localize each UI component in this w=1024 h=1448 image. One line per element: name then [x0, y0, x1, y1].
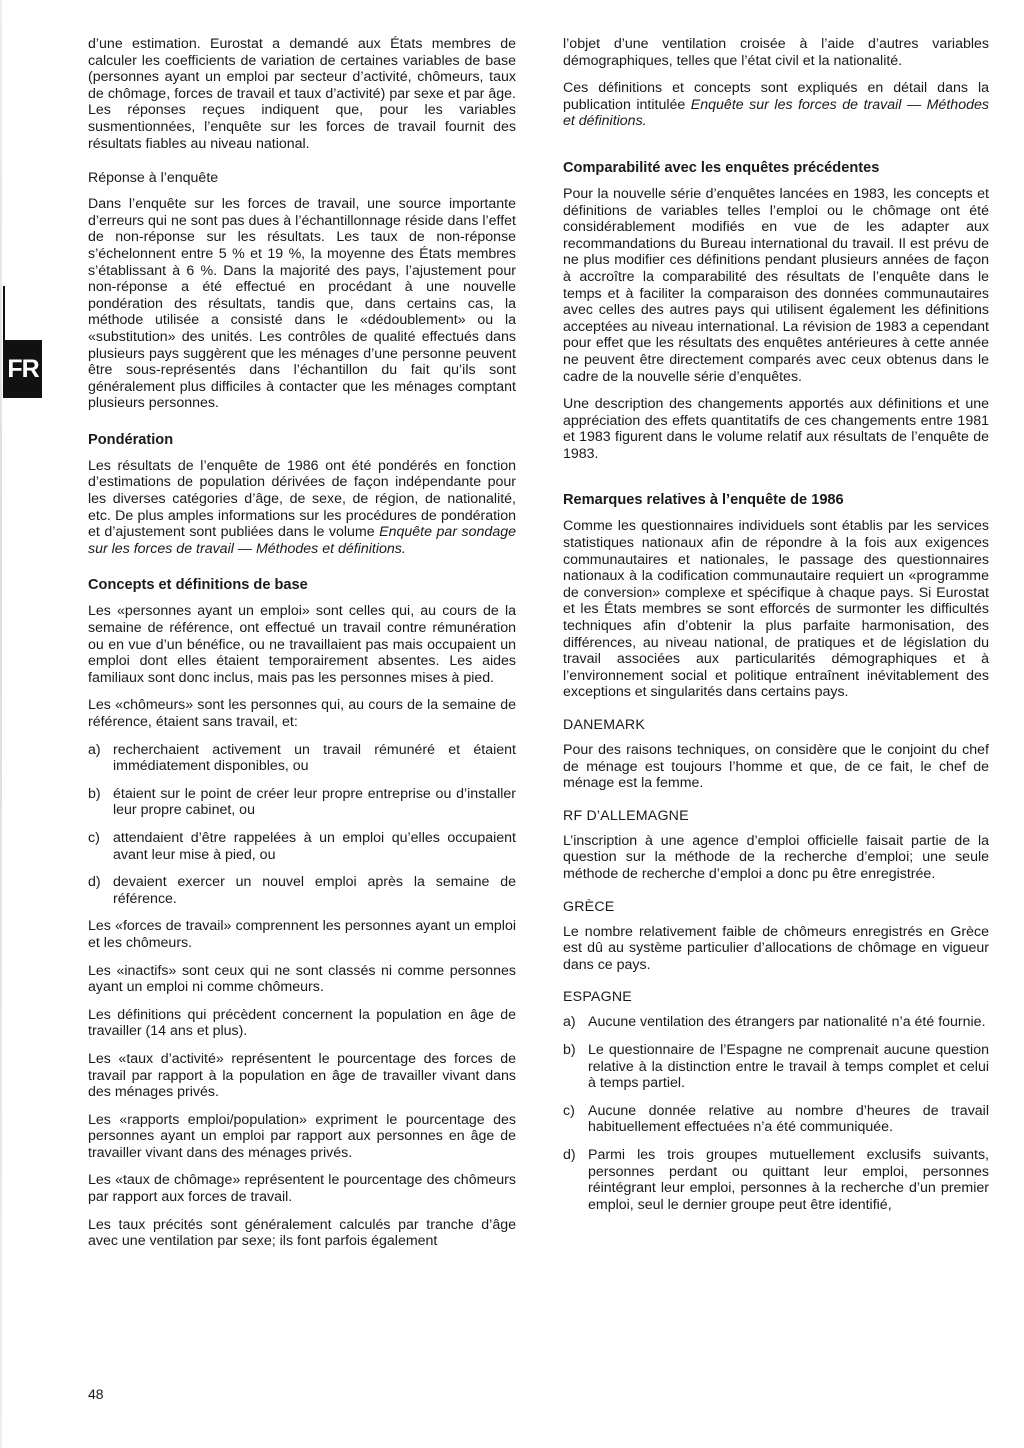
paragraph-forces: Les «forces de travail» comprennent les personnes ayant un emploi et les chômeurs. — [88, 918, 516, 951]
list-item-text: Aucune donnée relative au nombre d’heures de travail habituellement effectuées n’a été communiquée. — [588, 1102, 989, 1136]
list-item-d — [88, 874, 516, 907]
list-item-text: Parmi les trois groupes mutuellement exclusifs suivants, personnes perdant ou quittant leur emploi, personnes réintégrant leur emploi, personnes à la recherche d’un premier emploi, seul le dernier groupe peut être identifié, — [588, 1146, 989, 1213]
paragraph-ces-definitions — [563, 80, 989, 130]
ces-definitions-text: Ces définitions et concepts sont expliqués en détail dans la publication intitulée — [563, 80, 989, 113]
paragraph-rapports: Les «rapports emploi/population» expriment le pourcentage des personnes ayant un emploi par rapport aux personnes en âge de travailler vivant dans des ménages privés. — [88, 1111, 516, 1161]
espagne-item-b — [563, 1042, 989, 1092]
espagne-item-a — [563, 1014, 989, 1031]
ces-definitions-title: Enquête sur les forces de travail — Méthodes et définitions. — [563, 96, 989, 130]
heading-comparabilite: Comparabilité avec les enquêtes précédentes — [563, 159, 880, 176]
list-item-c — [88, 830, 516, 863]
paragraph-taux-precites: Les taux précités sont généralement calculés par tranche d’âge avec une ventilation par sexe; ils font parfois également — [88, 1216, 516, 1250]
list-item-text: devaient exercer un nouvel emploi après la semaine de référence. — [113, 874, 516, 907]
heading-reponse: Réponse à l’enquête — [88, 170, 219, 187]
paragraph-chomeurs: Les «chômeurs» sont les personnes qui, au cours de la semaine de référence, étaient sans travail, et: — [88, 697, 516, 730]
list-item-label: b) — [563, 1041, 576, 1058]
scan-edge — [0, 0, 2, 1448]
page-number: 48 — [88, 1386, 104, 1402]
right-column — [563, 36, 989, 1224]
heading-remarques: Remarques relatives à l’enquête de 1986 — [563, 492, 844, 509]
paragraph-taux-chomage: Les «taux de chômage» représentent le pourcentage des chômeurs par rapport aux forces de travail. — [88, 1172, 516, 1206]
paragraph-ventilation: l’objet d’une ventilation croisée à l’aide d’autres variables démographiques, telles que l’état civil et la nationalité. — [563, 36, 989, 69]
list-item-label: d) — [563, 1146, 576, 1163]
paragraph-grece: Le nombre relativement faible de chômeurs enregistrés en Grèce est dû au système particulier d’allocations de chômage en vigueur dans ce pays. — [563, 923, 989, 973]
list-item-b — [88, 786, 516, 819]
paragraph-remarques: Comme les questionnaires individuels sont établis par les services statistiques nationaux afin de répondre à la fois aux exigences communautaires et nationales, le passage des questionnaires nationaux à la codification communautaire requiert un «programme de conversion» complexe et spécifique à chaque pays. Si Eurostat et les États membres se sont efforcés de surmonter les difficultés techniques afin d’obtenir la plus parfaite harmonisation, des différences, au niveau national, de pratiques et de législation du travail associées aux particularités démographiques et à l’environnement social et politique entraînent inévitablement des exceptions et singularités dans certains pays. — [563, 518, 989, 701]
list-item-label: c) — [88, 829, 100, 846]
paragraph-estimation: d’une estimation. Eurostat a demandé aux États membres de calculer les coefficients de variation de certaines variables de base (personnes ayant un emploi par secteur d’activité, chômeurs, taux de chômage, forces de travail et taux d’activité) par sexe et par âge. Les réponses reçues indiquent que, pour les variables susmentionnées, l’enquête sur les forces de travail fournit des résultats fiables au niveau national. — [88, 36, 516, 152]
list-item-text: Aucune ventilation des étrangers par nationalité n’a été fournie. — [588, 1014, 986, 1031]
espagne-item-d — [563, 1147, 989, 1213]
heading-danemark: DANEMARK — [563, 717, 646, 733]
paragraph-inactifs: Les «inactifs» sont ceux qui ne sont classés ni comme personnes ayant un emploi ni comme chômeurs. — [88, 962, 516, 996]
espagne-item-c — [563, 1103, 989, 1136]
paragraph-taux-activite: Les «taux d’activité» représentent le pourcentage des forces de travail par rapport à la population en âge de travailler vivant dans des ménages privés. — [88, 1050, 516, 1101]
language-tab-fr: FR — [4, 340, 42, 398]
paragraph-emploi: Les «personnes ayant un emploi» sont celles qui, au cours de la semaine de référence, ont effectué un travail contre rémunération ou en vue d’un bénéfice, ou ne travaillaient pas mais occupaient un emploi dont elles étaient temporairement absentes. Les aides familiaux sont donc inclus, mais pas les personnes mises à pied. — [88, 603, 516, 686]
list-item-text: recherchaient activement un travail rémunéré et étaient immédiatement disponibles, ou — [113, 741, 516, 775]
heading-ponderation: Pondération — [88, 431, 174, 448]
heading-espagne: ESPAGNE — [563, 989, 632, 1006]
list-item-label: c) — [563, 1102, 575, 1119]
ponderation-title: Enquête par sondage sur les forces de travail — Méthodes et définitions. — [88, 524, 516, 557]
list-item-text: étaient sur le point de créer leur propre entreprise ou d’installer leur propre cabinet, ou — [113, 785, 516, 819]
paragraph-description: Une description des changements apportés aux définitions et une appréciation des effets quantitatifs de ces changements entre 1981 et 1983 figurent dans le volume relatif aux résultats de l’enquête de 1983. — [563, 396, 989, 462]
list-item-label: a) — [563, 1014, 576, 1031]
paragraph-allemagne: L’inscription à une agence d’emploi officielle faisait partie de la question sur la méthode de la recherche d’emploi; une seule méthode de recherche d’emploi a donc pu être enregistrée. — [563, 832, 989, 882]
list-item-text: attendaient d’être rappelées à un emploi qu’elles occupaient avant leur mise à pied, ou — [113, 829, 516, 863]
heading-concepts: Concepts et définitions de base — [88, 577, 308, 594]
heading-grece: GRÈCE — [563, 898, 615, 915]
paragraph-comparabilite: Pour la nouvelle série d’enquêtes lancées en 1983, les concepts et définitions de variables telles l’emploi ou le chômage ont été considérablement modifiés en vue de les adapter aux recommandations du Bureau international du travail. Il est prévu de ne plus modifier ces définitions pendant plusieurs années de façon à accroître la comparabilité des résultats de l’enquête dans le temps et à faciliter la comparaison des données communautaires avec celles des autres pays qui utilisent également les définitions acceptées au niveau international. La révision de 1983 a cependant pour effet que les résultats des enquêtes antérieures à cette année ne peuvent être directement comparés avec ceux obtenus dans le cadre de la nouvelle série d’enquêtes. — [563, 185, 989, 385]
list-item-a — [88, 742, 516, 775]
heading-allemagne: RF D’ALLEMAGNE — [563, 807, 689, 824]
left-column — [88, 36, 516, 1261]
paragraph-danemark: Pour des raisons techniques, on considère que le conjoint du chef de ménage est toujours l’homme et que, de ce fait, le chef de ménage est la femme. — [563, 742, 989, 792]
paragraph-ponderation — [88, 458, 516, 558]
list-item-text: Le questionnaire de l’Espagne ne comprenait aucune question relative à la distinction entre le travail à temps complet et celui à temps partiel. — [588, 1041, 989, 1092]
list-item-label: b) — [88, 785, 101, 802]
ponderation-text: Les résultats de l’enquête de 1986 ont été pondérés en fonction d’estimations de population dérivées de façon indépendante pour les diverses catégories d’âge, de sexe, de région, de nationalité, etc. De plus amples informations sur les procédures de pondération et d’ajustement sont publiées dans le volume — [88, 457, 516, 541]
list-item-label: d) — [88, 874, 101, 891]
list-item-label: a) — [88, 741, 101, 758]
paragraph-definitions: Les définitions qui précèdent concernent la population en âge de travailler (14 ans et plus). — [88, 1006, 516, 1040]
paragraph-reponse: Dans l’enquête sur les forces de travail, une source importante d’erreurs qui ne sont pas dues à l’échantillonnage réside dans l’effet de non-réponse sur les résultats. Les taux de non-réponse s’échelonnent entre 5 % et 19 %, la moyenne des États membres s’établissant à 6 %. Dans la majorité des pays, l’ajustement pour non-réponse a été effectué en procédant à une nouvelle pondération des résultats, tandis que, dans certains cas, la méthode utilisée a consisté dans le «dédoublement» ou la «substitution» des unités. Les contrôles de qualité effectués dans plusieurs pays suggèrent que les ménages d’une personne peuvent être sous-représentés dans l’échantillon du fait qu’ils sont généralement plus difficiles à contacter que les ménages comptant plusieurs personnes. — [88, 196, 516, 412]
